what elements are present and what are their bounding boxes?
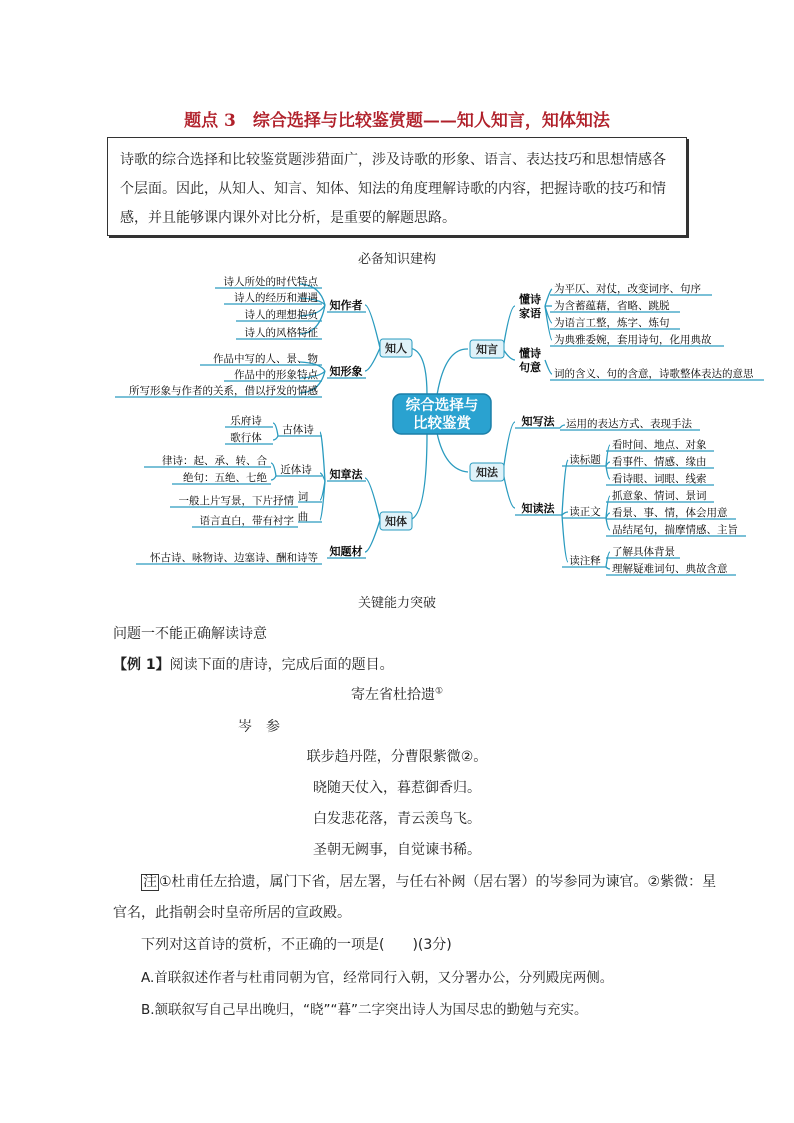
node-dongshijuyi-2: 句意 [519, 361, 541, 374]
question-stem: 下列对这首诗的赏析，不正确的一项是( )(3分) [141, 937, 452, 953]
note-mark: 注 [143, 874, 157, 890]
dongshijuyi-item: 词的含义、句的含意，诗歌整体表达的意思 [554, 368, 754, 380]
node-zhiren-label: 知人 [385, 342, 407, 355]
node-gutishi: 古体诗 [282, 424, 314, 436]
link-center-zhiyan [437, 349, 468, 395]
duzhengwen-item-1: 抓意象、情词、景词 [612, 490, 707, 502]
example-line [113, 654, 394, 674]
poem-author: 岑 参 [238, 719, 280, 735]
gutishi-item-1: 乐府诗 [230, 415, 262, 427]
gutishi-item-2: 歌行体 [230, 432, 262, 444]
zhixiefa-item: 运用的表达方式、表现手法 [566, 418, 692, 430]
node-dongshijuyi-1: 懂诗 [519, 347, 541, 360]
option-a: A.首联叙述作者与杜甫同朝为官，经常同行入朝，又分署办公，分列殿庑两侧。 [141, 970, 614, 986]
qu-item: 语言直白，带有衬字 [199, 515, 294, 527]
link-zhiren-zuozhe [365, 305, 380, 348]
node-jintishi: 近体诗 [280, 464, 312, 476]
note-line-2: 官名，此指朝会时皇帝所居的宣政殿。 [113, 905, 351, 921]
zhiticai-item: 怀古诗、咏物诗、边塞诗、酬和诗等 [150, 552, 318, 564]
poem-line-2: 晓随天仗入，暮惹御香归。 [313, 780, 481, 796]
node-dubiaoti: 读标题 [569, 454, 601, 466]
duzhengwen-item-2: 看景、事、情，体会用意 [612, 507, 728, 519]
dubiaoti-item-1: 看时间、地点、对象 [612, 439, 707, 451]
ci-item: 一般上片写景，下片抒情 [178, 495, 294, 507]
node-ci: 词 [297, 491, 309, 503]
intro-box: 诗歌的综合选择和比较鉴赏题涉猎面广，涉及诗歌的形象、语言、表达技巧和思想情感各个层面。因此，从知人、知言、知体、知法的角度理解诗歌的内容，把握诗歌的技巧和情感，并且能够课内课外对比分析，是重要的解题思路。 [107, 137, 687, 236]
dongshijiayu-item-2: 为含蓄蕴藉，省略、跳脱 [554, 300, 670, 312]
example-text: 阅读下面的唐诗，完成后面的题目。 [169, 657, 394, 673]
option-b: B.颔联叙写自己早出晚归，“晓”“暮”二字突出诗人为国尽忠的勤勉与充实。 [141, 1002, 588, 1018]
node-qu: 曲 [297, 511, 309, 523]
poem-title-line [0, 684, 794, 704]
duzhushi-item-2: 理解疑难词句、典故含意 [612, 563, 728, 575]
link-center-zhifa [437, 433, 468, 472]
node-zhixiefa: 知写法 [521, 415, 555, 428]
poem-title-note: ① [434, 686, 444, 697]
node-duzhengwen: 读正文 [569, 506, 601, 518]
link-center-zhiti [408, 433, 427, 520]
dongshijiayu-item-3: 为语言工整，炼字、炼句 [554, 317, 670, 329]
dongshijiayu-item-4: 为典雅委婉，套用诗句，化用典故 [554, 334, 712, 346]
note-line-1 [141, 871, 717, 891]
zhixingxiang-item-2: 作品中的形象特点 [234, 369, 318, 381]
jintishi-item-2: 绝句：五绝、七绝 [183, 472, 267, 484]
poem-title: 寄左省杜拾遗 [350, 687, 435, 703]
node-duzhushi: 读注释 [569, 555, 601, 567]
duzhengwen-item-3: 品结尾句，揣摩情感、主旨 [612, 524, 738, 536]
zhixingxiang-item-3: 所写形象与作者的关系，借以抒发的情感 [129, 385, 318, 397]
node-zhixingxiang: 知形象 [329, 365, 363, 378]
link-zhiren-xingxiang [365, 348, 380, 371]
poem-line-4: 圣朝无阙事，自觉谏书稀。 [313, 842, 481, 858]
problem-heading: 问题一不能正确解读诗意 [113, 626, 267, 642]
zhizuozhe-item-2: 诗人的经历和遭遇 [234, 292, 318, 304]
page-title: 题点 3 综合选择与比较鉴赏题——知人知言，知体知法 [184, 111, 610, 131]
node-zhizhangfa: 知章法 [329, 468, 363, 481]
node-dongshijiayu-2: 家语 [519, 307, 541, 320]
node-zhizuozhe: 知作者 [329, 299, 363, 312]
jintishi-item-1: 律诗：起、承、转、合 [162, 455, 267, 467]
dongshijiayu-item-1: 为平仄、对仗，改变词序、句序 [554, 283, 701, 295]
node-zhidufa: 知读法 [521, 502, 555, 515]
node-zhiyan-label: 知言 [476, 343, 498, 356]
note-text-1: ①杜甫任左拾遗，属门下省，居左署，与任右补阙（居右署）的岑参同为谏官。②紫微：星 [159, 874, 717, 890]
dubiaoti-item-3: 看诗眼、词眼、线索 [612, 473, 707, 485]
zhizuozhe-item-3: 诗人的理想抱负 [244, 309, 318, 321]
mindmap-center-line2: 比较鉴赏 [413, 416, 471, 432]
heading-knowledge: 必备知识建构 [357, 252, 436, 267]
example-label: 【例 1】 [113, 657, 170, 673]
zhizuozhe-item-4: 诗人的风格特征 [244, 327, 318, 339]
node-zhifa-label: 知法 [476, 466, 498, 479]
node-zhiti-label: 知体 [385, 515, 407, 528]
poem-line-1: 联步趋丹陛，分曹限紫微②。 [306, 749, 488, 765]
heading-ability: 关键能力突破 [357, 596, 436, 611]
mindmap-center-line1: 综合选择与 [405, 398, 479, 414]
dubiaoti-item-2: 看事件、情感、缘由 [612, 456, 707, 468]
zhizuozhe-item-1: 诗人所处的时代特点 [223, 276, 318, 288]
node-dongshijiayu-1: 懂诗 [519, 293, 541, 306]
poem-line-3: 白发悲花落，青云羡鸟飞。 [313, 811, 481, 827]
node-zhiticai: 知题材 [329, 545, 363, 558]
zhixingxiang-item-1: 作品中写的人、景、物 [213, 353, 318, 365]
duzhushi-item-1: 了解具体背景 [612, 546, 675, 558]
